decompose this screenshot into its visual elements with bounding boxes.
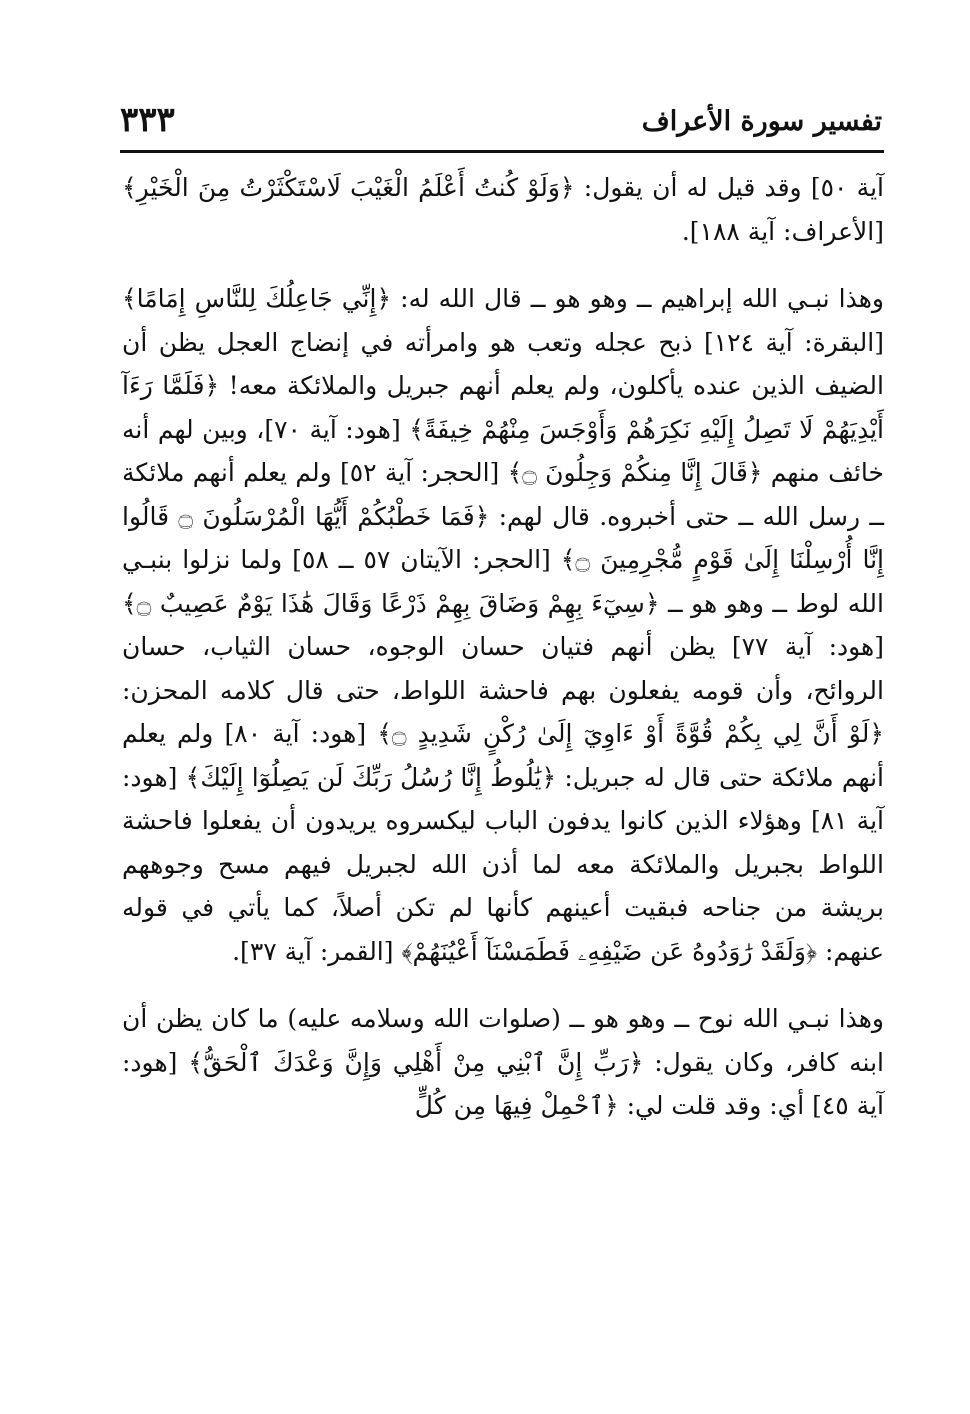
page-header — [120, 100, 882, 146]
paragraph-3: وهذا نبـي الله نوح ــ وهو هو ــ (صلوات الله وسلامه عليه) ما كان يظن أن ابنه كافر، وكان يقول: ﴿رَبِّ إِنَّ ٱبْنِي مِنْ أَهْلِي وَإِنَّ وَعْدَكَ ٱلْحَقُّ﴾ [هود: آية ٤٥] أي: وقد قلت لي: ﴿ٱحْمِلْ فِيهَا مِن كُلٍّ — [122, 1004, 884, 1120]
running-title: تفسير سورة الأعراف — [641, 106, 882, 137]
page-number: ٣٣٣ — [120, 100, 175, 140]
paragraph-1: آية ٥٠] وقد قيل له أن يقول: ﴿وَلَوْ كُنتُ أَعْلَمُ الْغَيْبَ لَاسْتَكْثَرْتُ مِنَ الْخَيْرِ﴾ [الأعراف: آية ١٨٨]. — [122, 173, 884, 246]
body-text — [122, 166, 884, 1128]
paragraph-2: وهذا نبـي الله إبراهيم ــ وهو هو ــ قال الله له: ﴿إِنِّي جَاعِلُكَ لِلنَّاسِ إِمَامًا﴾ [البقرة: آية ١٢٤] ذبح عجله وتعب هو وامرأته في إنضاج العجل يظن أن الضيف الذين عنده يأكلون، ولم يعلم أنهم جبريل والملائكة معه! ﴿فَلَمَّا رَءَآ أَيْدِيَهُمْ لَا تَصِلُ إِلَيْهِ نَكِرَهُمْ وَأَوْجَسَ مِنْهُمْ خِيفَةً﴾ [هود: آية ٧٠]، وبين لهم أنه خائف منهم ﴿قَالَ إِنَّا مِنكُمْ وَجِلُونَ ۝﴾ [الحجر: آية ٥٢] ولم يعلم أنهم ملائكة ــ رسل الله ــ حتى أخبروه. قال لهم: ﴿فَمَا خَطْبُكُمْ أَيُّهَا الْمُرْسَلُونَ ۝ قَالُوا إِنَّا أُرْسِلْنَا إِلَىٰ قَوْمٍ مُّجْرِمِينَ ۝﴾ [الحجر: الآيتان ٥٧ ــ ٥٨] ولما نزلوا بنبـي الله لوط ــ وهو هو ــ ﴿سِيٓءَ بِهِمْ وَضَاقَ بِهِمْ ذَرْعًا وَقَالَ هَٰذَا يَوْمٌ عَصِيبٌ ۝﴾ [هود: آية ٧٧] يظن أنهم فتيان حسان الوجوه، حسان الثياب، حسان الروائح، وأن قومه يفعلون بهم فاحشة اللواط، حتى قال كلامه المحزن: ﴿لَوْ أَنَّ لِي بِكُمْ قُوَّةً أَوْ ءَاوِيٓ إِلَىٰ رُكْنٍ شَدِيدٍ ۝﴾ [هود: آية ٨٠] ولم يعلم أنهم ملائكة حتى قال له جبريل: ﴿يَٰلُوطُ إِنَّا رُسُلُ رَبِّكَ لَن يَصِلُوٓا إِلَيْكَ﴾ [هود: آية ٨١] وهؤلاء الذين كانوا يدفون الباب ليكسروه يريدون أن يفعلوا فاحشة اللواط بجبريل والملائكة معه لما أذن الله لجبريل فيهم مسح وجوههم بريشة من جناحه فبقيت أعينهم كأنها لم تكن أصلاً، كما يأتي في قوله عنهم: ﴿وَلَقَدْ رَٰوَدُوهُ عَن ضَيْفِهِۦ فَطَمَسْنَآ أَعْيُنَهُمْ﴾ [القمر: آية ٣٧]. — [122, 284, 885, 966]
header-rule — [120, 150, 884, 153]
